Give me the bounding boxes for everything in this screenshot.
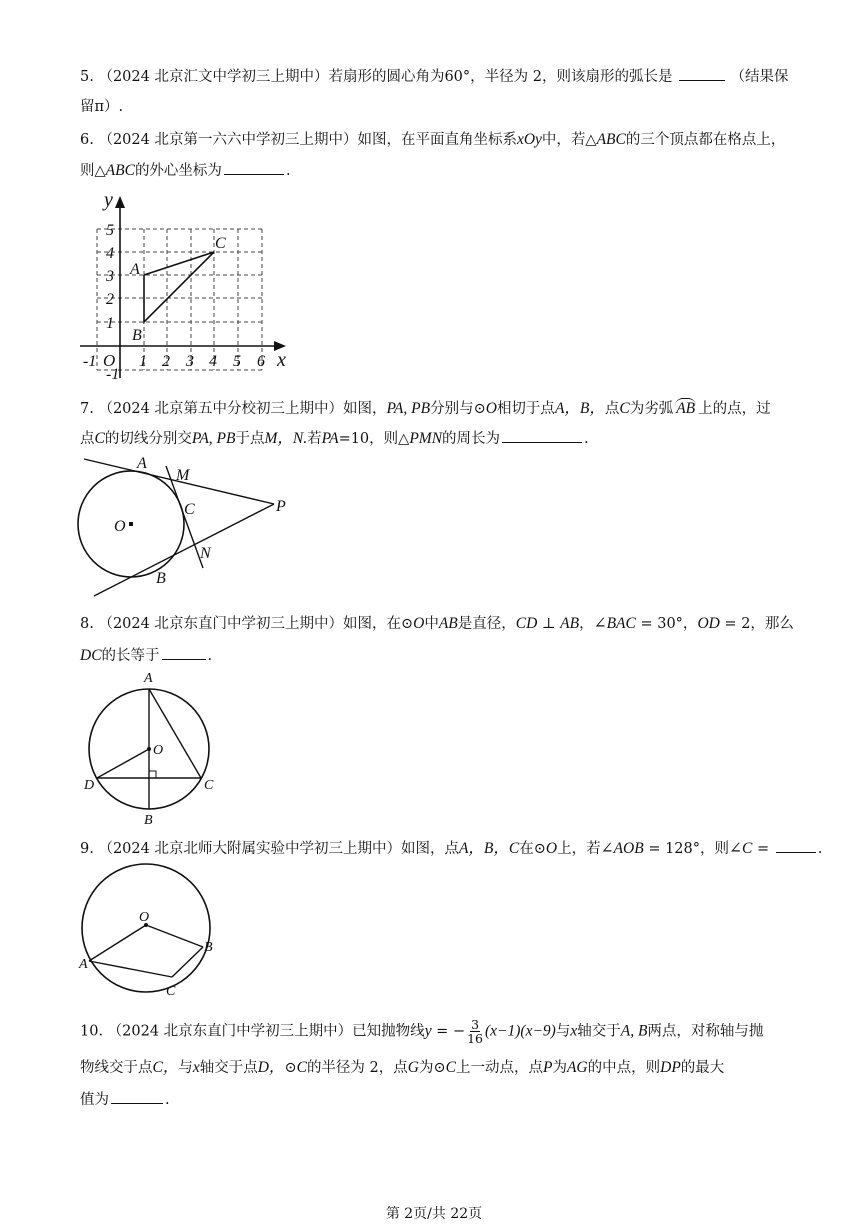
q6-point-b-label: B bbox=[132, 327, 142, 344]
q10-point-g: G bbox=[407, 1059, 419, 1076]
q6-coord-system: xOy bbox=[516, 131, 542, 148]
q8-circle-name: O bbox=[413, 615, 425, 632]
q8-label-o: O bbox=[153, 743, 164, 758]
q8-line-2 bbox=[80, 645, 212, 666]
q10-expression: (x−1)(x−9) bbox=[485, 1022, 556, 1040]
q10-text: 轴交于点 bbox=[199, 1060, 258, 1076]
q7-points-mn: M，N. bbox=[264, 430, 308, 447]
q7-answer-blank[interactable] bbox=[502, 428, 582, 443]
q7-label-m: M bbox=[176, 467, 190, 484]
q9-text: 在⊙ bbox=[519, 841, 546, 857]
q8-label-c: C bbox=[204, 778, 214, 793]
q6-text: 6. （2024 北京第一六六中学初三上期中）如图，在平面直角坐标系 bbox=[80, 132, 517, 148]
q7-label-b: B bbox=[156, 570, 166, 587]
q8-segment-dc: DC bbox=[80, 647, 102, 664]
q6-x-tick-2: 2 bbox=[162, 353, 170, 370]
q6-triangle-abc bbox=[144, 252, 214, 322]
q7-line-1 bbox=[80, 398, 771, 419]
q10-text: 与 bbox=[178, 1060, 193, 1076]
q10-circle-c: C bbox=[445, 1059, 456, 1076]
q8-text: 是直径， bbox=[457, 616, 516, 632]
q7-text: 为劣弧 bbox=[629, 401, 674, 417]
q7-text: 相切于点 bbox=[496, 401, 555, 417]
q6-coordinate-figure bbox=[74, 186, 304, 386]
q8-circle-figure bbox=[78, 668, 228, 828]
q7-label-o: O bbox=[114, 518, 126, 535]
q8-text: = 2，那么 bbox=[719, 616, 794, 632]
q8-text: 中 bbox=[424, 616, 439, 632]
q8-text: 的长等于 bbox=[101, 648, 160, 664]
q6-y-tick-3: 3 bbox=[106, 268, 114, 285]
q10-text: 为⊙ bbox=[418, 1060, 446, 1076]
q10-var-y: y bbox=[424, 1022, 432, 1040]
q10-text: 的中点，则 bbox=[587, 1060, 661, 1076]
q6-y-tick-2: 2 bbox=[106, 291, 114, 308]
q9-angle-aob: ∠AOB bbox=[600, 840, 644, 857]
q10-text: . bbox=[165, 1092, 170, 1108]
q9-text: = bbox=[752, 841, 774, 857]
q10-line-1 bbox=[80, 1018, 763, 1045]
q9-text: 上，若 bbox=[557, 841, 601, 857]
q6-point-a-label: A bbox=[130, 261, 140, 278]
q7-label-n: N bbox=[200, 545, 211, 562]
q8-diameter: AB bbox=[438, 615, 458, 632]
q6-y-tick-neg1: -1 bbox=[106, 366, 120, 383]
q6-text: 的外心坐标为 bbox=[134, 163, 222, 179]
q7-arc-ab: AB bbox=[676, 400, 696, 417]
q6-x-tick-neg1: -1 bbox=[83, 353, 97, 370]
q6-text: 中，若△ bbox=[541, 132, 597, 148]
q10-fraction-numerator: 3 bbox=[471, 1017, 480, 1032]
q8-text: = 30°， bbox=[635, 616, 698, 632]
q7-text: =10，则△ bbox=[338, 431, 410, 447]
q7-label-p: P bbox=[276, 498, 286, 515]
q9-circle-name: O bbox=[545, 840, 558, 857]
q7-point-c: C bbox=[619, 400, 630, 417]
q8-label-d: D bbox=[84, 778, 95, 793]
q6-x-tick-3: 3 bbox=[186, 353, 194, 370]
q5-text: 5. （2024 北京汇文中学初三上期中）若扇形的圆心角为60°，半径为 2，则该扇形的弧长是 bbox=[80, 69, 673, 85]
q10-point-c: C， bbox=[152, 1059, 179, 1076]
q10-text: 的半径为 2，点 bbox=[306, 1060, 408, 1076]
q6-x-tick-5: 5 bbox=[233, 353, 241, 370]
q10-fraction-denominator: 16 bbox=[467, 1031, 484, 1046]
q8-label-b: B bbox=[144, 813, 153, 828]
q10-point-d: D， bbox=[257, 1059, 285, 1076]
q10-answer-blank[interactable] bbox=[111, 1089, 163, 1104]
q9-segment-ob bbox=[146, 925, 203, 947]
q7-center-dot bbox=[129, 522, 133, 526]
q8-angle: ∠BAC bbox=[593, 615, 636, 632]
q8-diameter: AB bbox=[560, 615, 580, 632]
q8-center-dot bbox=[147, 747, 151, 751]
q8-segment-od: OD bbox=[697, 615, 720, 632]
q6-y-tick-1: 1 bbox=[106, 315, 114, 332]
q7-text: 7. （2024 北京第五中分校初三上期中）如图， bbox=[80, 401, 387, 417]
q10-var-x: x bbox=[570, 1022, 578, 1040]
q10-circle-c: C bbox=[296, 1059, 307, 1076]
q7-text: 于点 bbox=[235, 431, 265, 447]
q9-text: . bbox=[817, 841, 823, 857]
q10-text: 与 bbox=[555, 1023, 571, 1040]
q9-circle-o bbox=[82, 864, 210, 992]
q8-label-a: A bbox=[144, 671, 153, 686]
q7-tangents: PA, PB bbox=[191, 430, 236, 447]
q10-text: = − bbox=[431, 1023, 466, 1040]
q9-line-1 bbox=[80, 838, 822, 859]
q9-answer-blank[interactable] bbox=[776, 838, 816, 853]
q10-var-x: x bbox=[192, 1059, 200, 1076]
q6-triangle-name: ABC bbox=[105, 162, 135, 179]
q10-fraction bbox=[467, 1018, 483, 1045]
q6-point-c-label: C bbox=[215, 235, 226, 252]
q8-text: . bbox=[207, 648, 213, 664]
q7-tangents: PA, PB bbox=[386, 400, 431, 417]
q10-text: 两点，对称轴与抛 bbox=[647, 1023, 764, 1040]
q10-points-ab: A, B bbox=[620, 1022, 648, 1040]
q10-text: 轴交于 bbox=[577, 1023, 621, 1040]
q10-text: 上一动点，点 bbox=[455, 1060, 543, 1076]
q5-line-2 bbox=[80, 97, 123, 117]
q10-point-p: P bbox=[542, 1059, 553, 1076]
q10-segment-ag: AG bbox=[566, 1059, 588, 1076]
q6-x-tick-6: 6 bbox=[257, 353, 265, 370]
q6-origin-label: O bbox=[103, 351, 116, 370]
q9-label-a: A bbox=[79, 957, 88, 972]
q8-right-angle-mark bbox=[149, 771, 156, 778]
q6-y-tick-5: 5 bbox=[106, 222, 114, 239]
q9-label-o: O bbox=[139, 910, 150, 925]
q10-segment-dp: DP bbox=[660, 1059, 681, 1076]
q10-line-3 bbox=[80, 1089, 170, 1110]
q9-label-b: B bbox=[204, 940, 213, 955]
q9-segment-oa bbox=[89, 925, 146, 961]
q9-angle-c: ∠C bbox=[729, 840, 753, 857]
q6-y-tick-4: 4 bbox=[106, 245, 114, 262]
q8-text: 8. （2024 北京东直门中学初三上期中）如图，在⊙ bbox=[80, 616, 414, 632]
q8-answer-blank[interactable] bbox=[162, 645, 206, 660]
q10-text: ⊙ bbox=[284, 1060, 297, 1076]
q8-line-1 bbox=[80, 614, 794, 634]
q7-circle-name: O bbox=[485, 400, 497, 417]
q5-answer-blank[interactable] bbox=[679, 66, 725, 81]
q6-line-1 bbox=[80, 130, 785, 150]
q6-text: 则△ bbox=[80, 163, 106, 179]
q10-text: 物线交于点 bbox=[80, 1060, 153, 1076]
q10-text: 10. （2024 北京东直门中学初三上期中）已知抛物线 bbox=[80, 1023, 425, 1040]
q9-text: 9. （2024 北京北师大附属实验中学初三上期中）如图，点 bbox=[80, 841, 459, 857]
q9-circle-figure bbox=[76, 858, 226, 1000]
q8-text: ， bbox=[579, 616, 594, 632]
q7-text: 上的点，过 bbox=[698, 401, 771, 417]
q7-pa: PA bbox=[321, 430, 339, 447]
q7-tangent-figure bbox=[76, 452, 296, 598]
q8-segment-od bbox=[97, 749, 149, 778]
q6-x-tick-1: 1 bbox=[139, 353, 147, 370]
q7-text: 点 bbox=[604, 401, 620, 417]
q6-line-2 bbox=[80, 160, 291, 181]
q7-point-c: C bbox=[94, 430, 105, 447]
q6-y-axis-label: y bbox=[104, 189, 113, 211]
q7-text: 点 bbox=[80, 431, 95, 447]
q10-text: 值为 bbox=[80, 1092, 109, 1108]
q6-text: . bbox=[285, 163, 291, 179]
q5-text-2: 留π）. bbox=[80, 99, 124, 115]
q7-text: 分别与⊙ bbox=[430, 401, 486, 417]
q9-text: = 128°，则 bbox=[643, 841, 730, 857]
q8-chord: CD bbox=[515, 615, 538, 632]
q5-line-1 bbox=[80, 66, 789, 87]
q7-line-2 bbox=[80, 428, 589, 449]
q7-text: 的周长为 bbox=[442, 431, 501, 447]
q7-text: 若 bbox=[307, 431, 322, 447]
q9-label-c: C bbox=[166, 984, 176, 999]
q7-label-a: A bbox=[137, 455, 147, 472]
q8-text: ⊥ bbox=[537, 616, 561, 632]
q10-line-2 bbox=[80, 1058, 724, 1078]
q6-answer-blank[interactable] bbox=[224, 160, 284, 175]
q7-text: 的切线分别交 bbox=[104, 431, 192, 447]
q5-text-tail: （结果保 bbox=[730, 69, 789, 85]
q7-label-c: C bbox=[184, 501, 195, 518]
q9-segment-bc bbox=[172, 947, 203, 977]
q6-triangle-name: ABC bbox=[596, 131, 626, 148]
q6-x-axis-label: x bbox=[277, 349, 286, 371]
q8-segment-ac bbox=[149, 689, 201, 778]
q10-text: 的最大 bbox=[680, 1060, 725, 1076]
q7-points: A，B， bbox=[554, 400, 605, 417]
q7-text: . bbox=[584, 431, 589, 447]
q9-points: A，B，C bbox=[458, 840, 520, 857]
q10-text: 为 bbox=[552, 1060, 567, 1076]
q7-triangle-pmn: PMN bbox=[409, 430, 443, 447]
q6-x-tick-4: 4 bbox=[209, 353, 217, 370]
q6-text: 的三个顶点都在格点上， bbox=[625, 132, 786, 148]
page-footer: 第 2页/共 22页 bbox=[385, 1206, 483, 1222]
